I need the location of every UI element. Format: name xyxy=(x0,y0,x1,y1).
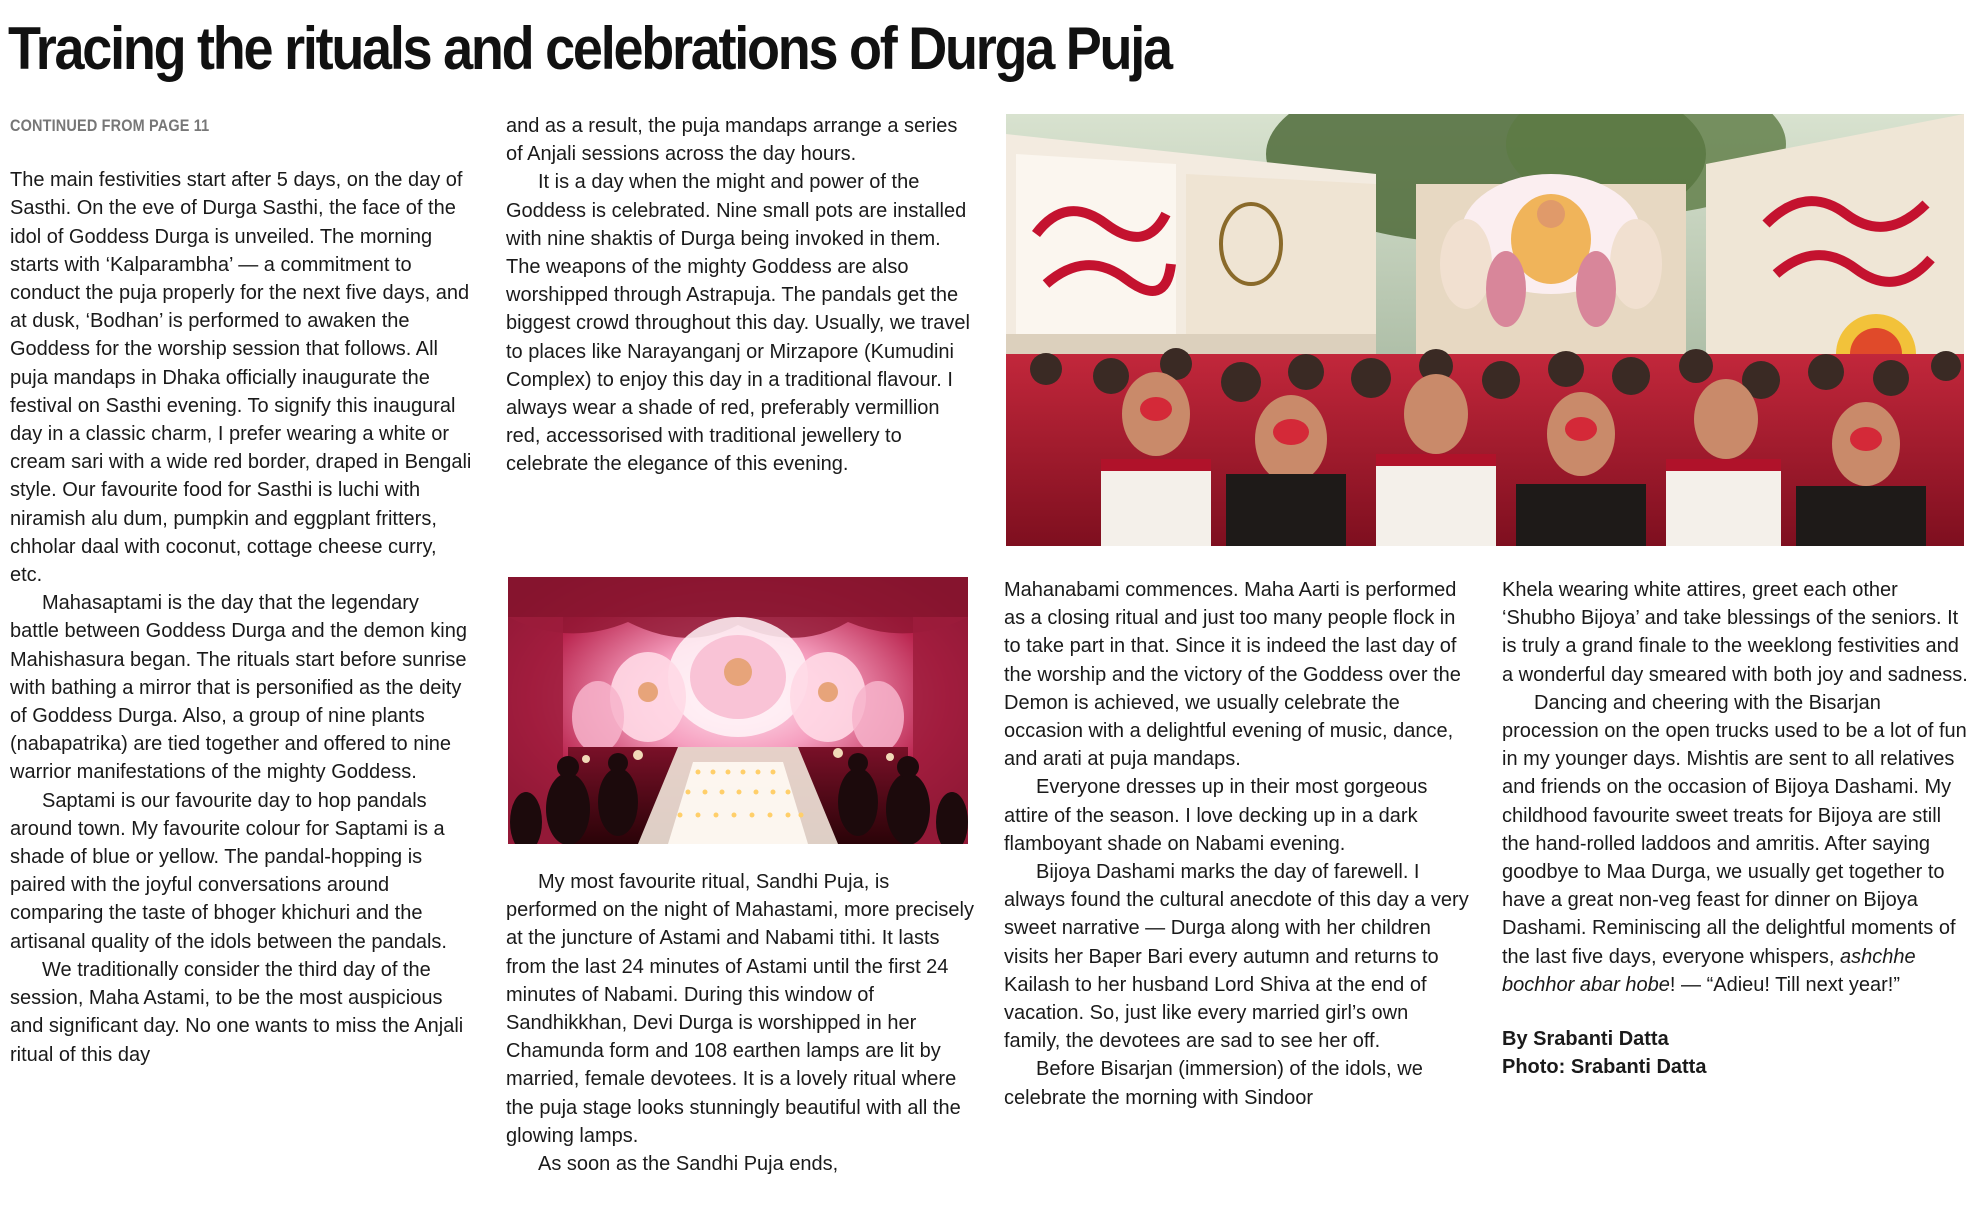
paragraph: Before Bisarjan (immersion) of the idols, we celebrate the morning with Sindoor xyxy=(1004,1058,1423,1109)
sindoor-khela-photo xyxy=(1006,114,1964,546)
column-2-top xyxy=(506,112,976,479)
paragraph: Bijoya Dashami marks the day of farewell. I always found the cultural anecdote of this day a very sweet narrative — Durga along with her children visits her Baper Bari every autumn and returns to Kailash to her husband Lord Shiva at the end of vacation. So, just like every married girl’s own family, the devotees are sad to see her off. xyxy=(1004,861,1469,1053)
column-3 xyxy=(1004,576,1470,1112)
paragraph: Everyone dresses up in their most gorgeous attire of the season. I love decking up in a dark flamboyant shade on Nabami evening. xyxy=(1004,776,1428,855)
photo-credit: Photo: Srabanti Datta xyxy=(1502,1056,1707,1079)
closing-text: Dancing and cheering with the Bisarjan procession on the open trucks used to be a lot of fun in my younger days. Mishtis are sent to all relatives and friends on the occasion of Bijoya Dashami. My childhood favourite sweet treats for Bijoya are still the hand-rolled laddoos and amritis. After saying goodbye to Maa Durga, we usually get together to have a great non-veg feast for dinner on Bijoya Dashami. Reminiscing all the delightful moments of the last five days, everyone whispers, xyxy=(1502,691,1967,968)
sandhi-puja-illustration xyxy=(508,577,968,844)
author-byline: By Srabanti Datta xyxy=(1502,1028,1669,1051)
column-1 xyxy=(10,112,472,1069)
continued-label: CONTINUED FROM PAGE 11 xyxy=(10,116,210,135)
paragraph: It is a day when the might and power of the Goddess is celebrated. Nine small pots are installed with nine shaktis of Durga being invoked in them. The weapons of the mighty Goddess are also worshipped through Astrapuja. The pandals get the biggest crowd throughout this day. Usually, we travel to places like Narayanganj or Mirzapore (Kumudini Complex) to enjoy this day in a traditional flavour. I always wear a shade of red, preferably vermillion red, accessorised with traditional jewellery to celebrate the elegance of this evening. xyxy=(506,171,970,476)
paragraph: As soon as the Sandhi Puja ends, xyxy=(538,1153,839,1176)
paragraph: and as a result, the puja mandaps arrange a series of Anjali sessions across the day hours. xyxy=(506,115,958,166)
paragraph-closing xyxy=(1502,689,1968,999)
closing-quote: ! — “Adieu! Till next year!” xyxy=(1669,973,1900,996)
paragraph: The main festivities start after 5 days, on the day of Sasthi. On the eve of Durga Sasthi, the face of the idol of Goddess Durga is unveiled. The morning starts with ‘Kalparambha’ — a commitment to conduct the puja properly for the next five days, and at dusk, ‘Bodhan’ is performed to awaken the Goddess for the worship session that follows. All puja mandaps in Dhaka officially inaugurate the festival on Sasthi evening. To signify this inaugural day in a classic charm, I prefer wearing a white or cream sari with a wide red border, draped in Bengali style. Our favourite food for Sasthi is luchi with niramish alu dum, pumpkin and eggplant fritters, chholar daal with coconut, cottage cheese curry, etc. xyxy=(10,169,472,587)
headline: Tracing the rituals and celebrations of Durga Puja xyxy=(8,15,1171,82)
column-2-bottom xyxy=(506,868,976,1178)
byline-block xyxy=(1502,1025,1968,1081)
paragraph: We traditionally consider the third day of the session, Maha Astami, to be the most auspicious and significant day. No one wants to miss the Anjali ritual of this day xyxy=(10,958,464,1066)
paragraph: My most favourite ritual, Sandhi Puja, is performed on the night of Mahastami, more precisely at the juncture of Astami and Nabami tithi. It lasts from the last 24 minutes of Astami until the first 24 minutes of Nabami. During this window of Sandhikkhan, Devi Durga is worshipped in her Chamunda form and 108 earthen lamps are lit by married, female devotees. It is a lovely ritual where the puja stage looks stunningly beautiful with all the glowing lamps. xyxy=(506,871,974,1147)
paragraph: Mahasaptami is the day that the legendary battle between Goddess Durga and the demon king Mahishasura began. The rituals start before sunrise with bathing a mirror that is personified as the deity of Goddess Durga. Also, a group of nine plants (nabapatrika) are tied together and offered to nine warrior manifestations of the mighty Goddess. xyxy=(10,592,467,784)
sandhi-puja-photo xyxy=(508,577,968,844)
paragraph: Mahanabami commences. Maha Aarti is performed as a closing ritual and just too many people flock in to take part in that. Since it is indeed the last day of the worship and the victory of the Goddess over the Demon is achieved, we usually celebrate the occasion with a delightful evening of music, dance, and arati at puja mandaps. xyxy=(1004,579,1461,771)
paragraph: Saptami is our favourite day to hop pandals around town. My favourite colour for Saptami is a shade of blue or yellow. The pandal-hopping is paired with the joyful conversations around comparing the taste of bhoger khichuri and the artisanal quality of the idols between the pandals. xyxy=(10,789,447,953)
paragraph: Khela wearing white attires, greet each other ‘Shubho Bijoya’ and take blessings of the seniors. It is truly a grand finale to the weeklong festivities and a wonderful day smeared with both joy and sadness. xyxy=(1502,579,1968,686)
sindoor-khela-illustration xyxy=(1006,114,1964,546)
column-4 xyxy=(1502,576,1968,1081)
bengali-phrase: ashchhe bochhor abar hobe xyxy=(1502,945,1916,996)
